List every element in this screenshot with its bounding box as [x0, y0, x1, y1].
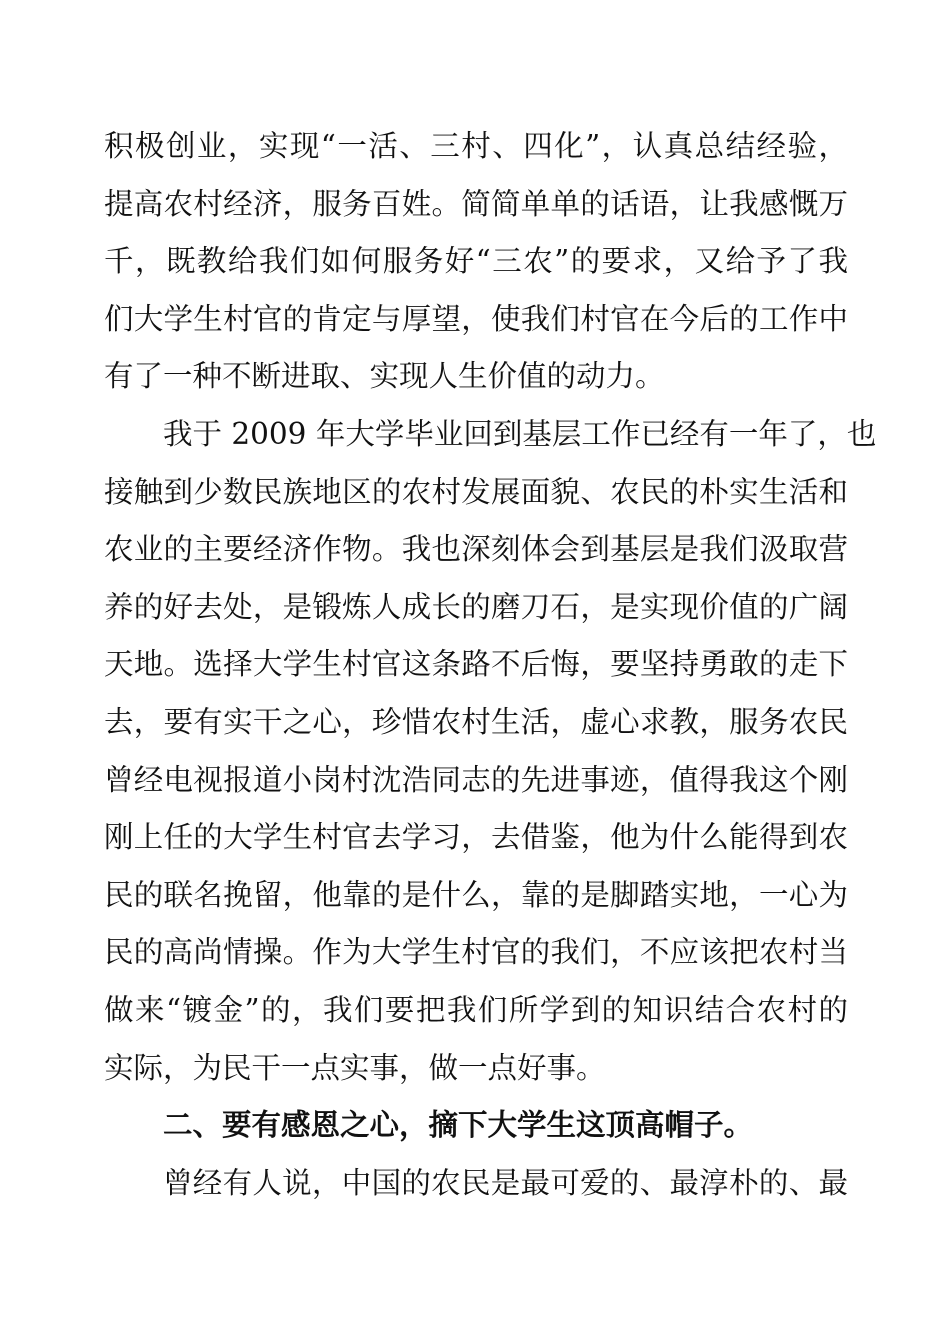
paragraph-1-line-3: 千，既教给我们如何服务好“三农”的要求，又给予了我	[104, 244, 848, 279]
paragraph-2-line-9: 民的联名挽留，他靠的是什么，靠的是脚踏实地，一心为	[104, 877, 848, 912]
paragraph-1-line-5: 有了一种不断进取、实现人生价值的动力。	[104, 359, 665, 394]
paragraph-1-line-4: 们大学生村官的肯定与厚望，使我们村官在今后的工作中	[104, 301, 848, 336]
paragraph-2-line-8: 刚上任的大学生村官去学习，去借鉴，他为什么能得到农	[104, 820, 848, 855]
paragraph-2-line-2: 接触到少数民族地区的农村发展面貌、农民的朴实生活和	[104, 474, 848, 509]
paragraph-1-line-2: 提高农村经济，服务百姓。简简单单的话语，让我感慨万	[104, 186, 848, 221]
paragraph-3-line-1: 曾经有人说，中国的农民是最可爱的、最淳朴的、最	[163, 1165, 848, 1200]
paragraph-2-line-11: 做来“镀金”的，我们要把我们所学到的知识结合农村的	[104, 992, 848, 1027]
paragraph-2-line-5: 天地。选择大学生村官这条路不后悔，要坚持勇敢的走下	[104, 647, 848, 682]
paragraph-1-line-1: 积极创业，实现“一活、三村、四化”，认真总结经验，	[104, 129, 848, 163]
section-heading: 二、要有感恩之心，摘下大学生这顶高帽子。	[163, 1108, 754, 1143]
document-body	[104, 118, 877, 1212]
paragraph-2-line-1: 我于 2009 年大学毕业回到基层工作已经有一年了，也	[163, 416, 877, 451]
paragraph-2-line-6: 去，要有实干之心，珍惜农村生活，虚心求教，服务农民	[104, 704, 848, 739]
paragraph-2-line-3: 农业的主要经济作物。我也深刻体会到基层是我们汲取营	[104, 532, 848, 567]
paragraph-2-line-7: 曾经电视报道小岗村沈浩同志的先进事迹，值得我这个刚	[104, 762, 848, 797]
paragraph-2-line-10: 民的高尚情操。作为大学生村官的我们，不应该把农村当	[104, 935, 848, 970]
paragraph-2-line-4: 养的好去处，是锻炼人成长的磨刀石，是实现价值的广阔	[104, 589, 848, 624]
paragraph-2-line-12: 实际，为民干一点实事，做一点好事。	[104, 1050, 606, 1085]
